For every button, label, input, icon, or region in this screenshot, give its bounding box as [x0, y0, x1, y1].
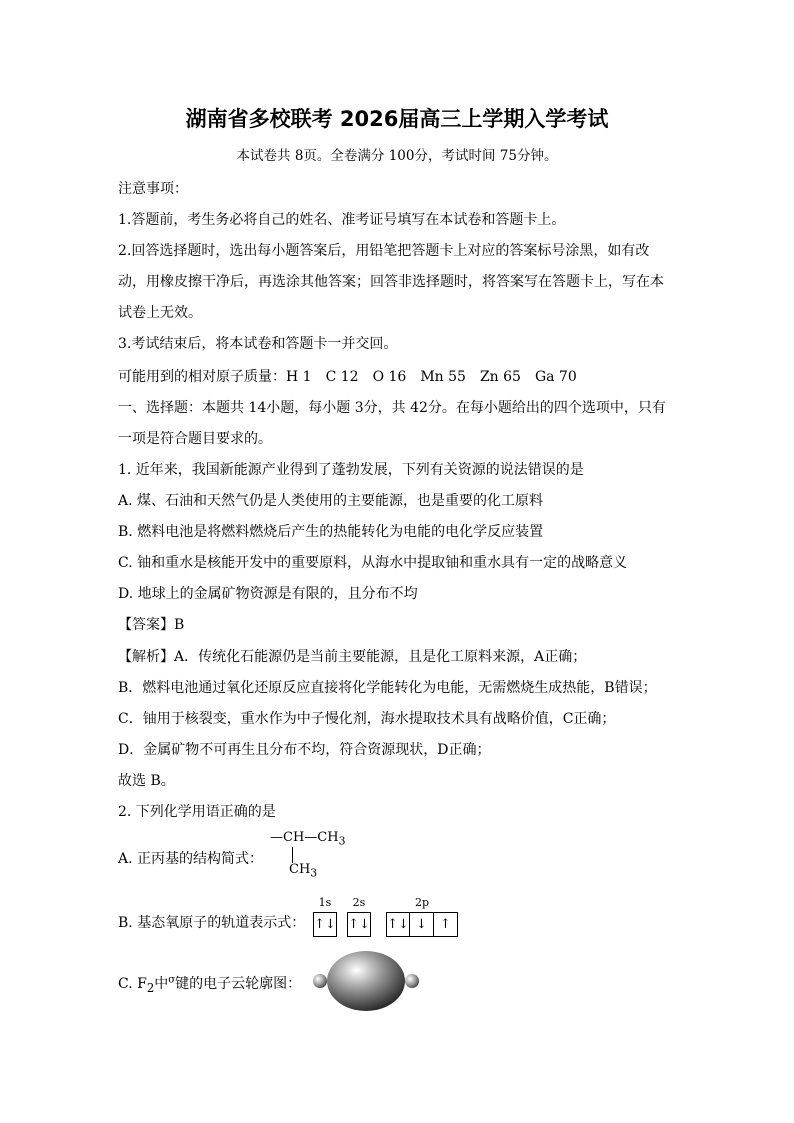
- option-c-rest: 键的电子云轮廓图：: [175, 976, 302, 992]
- atomic-mass-o: O 16: [372, 369, 407, 385]
- q2-option-a: A. 正丙基的结构简式：: [118, 851, 264, 867]
- q2-stem: 2. 下列化学用语正确的是: [118, 804, 276, 820]
- option-c-prefix: C. F: [118, 976, 147, 992]
- orbital-2s: [347, 896, 371, 937]
- orbital-box-1s: ↑↓: [313, 912, 337, 937]
- formula-main-chain: —CH—CH: [270, 830, 339, 845]
- orbital-label-2p: 2p: [414, 896, 430, 909]
- atomic-mass-ga: Ga 70: [534, 369, 577, 385]
- atomic-mass-mn: Mn 55: [420, 369, 466, 385]
- sigma-symbol: σ: [168, 974, 176, 986]
- q1-analysis-a: 【解析】A．传统化石能源仍是当前主要能源，且是化工原料来源，A正确；: [118, 649, 587, 665]
- notice-3: 3.考试结束后，将本试卷和答题卡一并交回。: [118, 336, 398, 352]
- q1-stem: 1. 近年来，我国新能源产业得到了蓬勃发展，下列有关资源的说法错误的是: [118, 462, 584, 478]
- propyl-structural-formula: [270, 830, 380, 880]
- orbital-1s: [313, 896, 337, 937]
- notice-1: 1.答题前，考生务必将自己的姓名、准考证号填写在本试卷和答题卡上。: [118, 212, 566, 228]
- formula-sub-top: 3: [338, 834, 346, 848]
- q1-option-d: D. 地球上的金属矿物资源是有限的，且分布不均: [118, 586, 418, 602]
- option-c-subscript: 2: [146, 980, 155, 995]
- atom-right: [405, 974, 419, 988]
- atomic-masses-line: [118, 366, 678, 386]
- notice-2-cont: 动，用橡皮擦干净后，再选涂其他答案；回答非选择题时，将答案写在答题卡上，写在本: [118, 274, 664, 290]
- q1-analysis-b: B．燃料电池通过氧化还原反应直接将化学能转化为电能，无需燃烧生成热能，B错误；: [118, 680, 657, 696]
- q1-option-a: A. 煤、石油和天然气仍是人类使用的主要能源，也是重要的化工原料: [118, 493, 544, 509]
- q1-answer: 【答案】B: [118, 617, 185, 633]
- q2-option-b: B. 基态氧原子的轨道表示式：: [118, 915, 306, 931]
- page-title: 湖南省多校联考 2026届高三上学期入学考试: [185, 107, 609, 131]
- q1-option-c: C. 铀和重水是核能开发中的重要原料，从海水中提取铀和重水具有一定的战略意义: [118, 555, 628, 571]
- atomic-mass-zn: Zn 65: [479, 369, 521, 385]
- q1-option-b: B. 燃料电池是将燃料燃烧后产生的热能转化为电能的电化学反应装置: [118, 524, 544, 540]
- q1-conclusion: 故选 B。: [118, 773, 175, 789]
- q1-analysis-d: D．金属矿物不可再生且分布不均，符合资源现状，D正确；: [118, 742, 491, 758]
- orbital-box-2p-1: ↑↓: [386, 912, 410, 937]
- orbital-label-2s: 2s: [352, 896, 366, 909]
- notice-2: 2.回答选择题时，选出每小题答案后，用铅笔把答题卡上对应的答案标号涂黑，如有改: [118, 243, 650, 259]
- notice-2-end: 试卷上无效。: [118, 305, 202, 321]
- section-intro: 一、选择题：本题共 14小题，每小题 3分，共 42分。在每小题给出的四个选项中，只有: [118, 400, 666, 416]
- sigma-bond-electron-cloud: [312, 947, 422, 1015]
- orbital-box-2p-3: ↑: [434, 912, 458, 937]
- option-c-mid: 中: [154, 976, 169, 992]
- orbital-2p: [386, 896, 458, 937]
- formula-sub-bottom: 3: [310, 866, 318, 880]
- orbital-box-2s: ↑↓: [347, 912, 371, 937]
- atomic-mass-h: H 1: [286, 369, 312, 385]
- exam-subtitle: 本试卷共 8页。全卷满分 100分，考试时间 75分钟。: [236, 148, 558, 164]
- orbital-label-1s: 1s: [318, 896, 332, 909]
- atom-left: [313, 974, 327, 988]
- q1-analysis-c: C．铀用于核裂变，重水作为中子慢化剂，海水提取技术具有战略价值，C正确；: [118, 711, 616, 727]
- section-intro-cont: 一项是符合题目要求的。: [118, 431, 272, 447]
- formula-bond-line: [292, 847, 293, 863]
- atomic-mass-c: C 12: [325, 369, 359, 385]
- atomic-masses-label: 可能用到的相对原子质量：: [118, 369, 286, 385]
- formula-branch: CH: [289, 862, 311, 877]
- orbital-box-2p-2: ↓: [410, 912, 434, 937]
- electron-cloud-lobe: [327, 951, 405, 1011]
- notice-heading: 注意事项：: [118, 181, 188, 197]
